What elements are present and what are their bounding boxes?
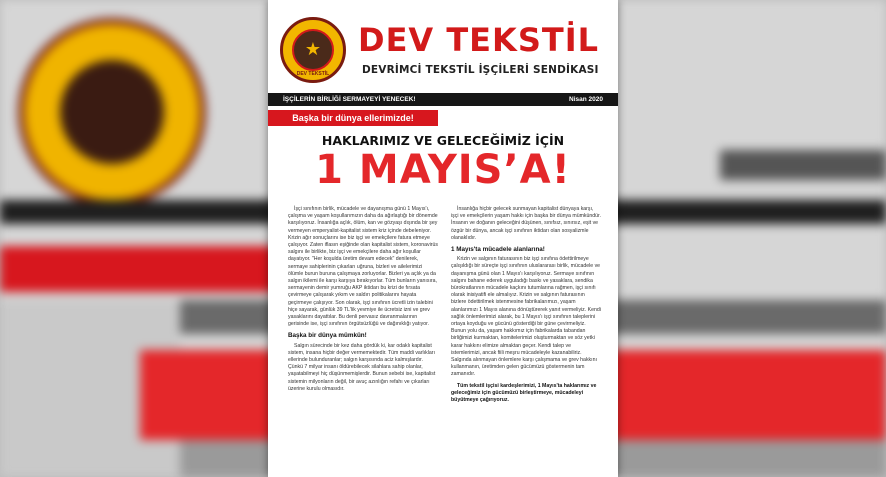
right-paragraph-1: İnsanlığa hiçbir gelecek sunmayan kapitalist dünyaya karşı, işçi ve emekçilerin yaşam hakkı için başka bir dünya mümkündür. İnsanın ve doğanın geleceğini düşünen, sınıfsız, sınırsız, eşit ve özgür bir dünya, ancak işçi sınıfının iktidarı olan sosyalizmle olanaklıdır. (451, 206, 601, 241)
right-column (451, 206, 601, 408)
headline-kicker: HAKLARIMIZ VE GELECEĞİMİZ İÇİN (321, 133, 565, 148)
union-seal-logo (280, 17, 346, 83)
left-paragraph-2: Salgın sürecinde bir kez daha gördük ki, kar odaklı kapitalist sistem, insana hiçbir değer vermemektedir. Tüm maddi varlıkları ellerinde bulunduranlar; salgın karşısında aciz kalmışlardır. Çünkü 7 milyar insanı öldürebilecek silahlara sahip olanlar, yaşatabilmeyi hiç düşünmemişlerdir. Bunun sebebi ise, kapitalist sistemin milyonların değil, bir avuç azınlığın refahı ve çıkarları üzerine kurulu olmasıdır. (288, 342, 436, 392)
top-bar (268, 93, 618, 106)
newsletter-page (268, 0, 618, 477)
right-subheading: 1 Mayıs'ta mücadele alanlarına! (451, 246, 545, 254)
right-paragraph-2: Krizin ve salgının faturasının biz işçi sınıfına ödettirilmeye çalışıldığı bir süreçte işçi sınıfının uluslararası birlik, mücadele ve dayanışma günü olan 1 Mayıs'ı karşılıyoruz. Sermaye sınıfının salgını bahane ederek uyguladığı baskı ve yasaklara, sendika bürokratlarının mücadele kaçkını tutumlarına rağmen, işçi sınıfı olarak inisiyatifi ele almalıyız. Krizin ve salgının faturasının bizlere ödettirilmek istenmesine fabrikalarımızı, yaşam alanlarımızı 1 Mayıs alanına dönüştürerek yanıt vermeliyiz. Kendi sağlık önlemlerimizi alarak, bu 1 Mayıs'ı işçi sınıfının taleplerini ortaya koyduğu ve gücünü gösterdiği bir güne çevirmeliyiz. Bunun yolu da, yaşam hakkımız için fabrikalarda tabandan birliğimizi kurmaktan, komitelerimizi oluşturmaktan ve söz yetki karar hakkını elimize almaktan geçer. Kendi talep ve istemlerimizi, ancak fiili meşru mücadeleyle kazanabiliriz. Salgında alınmayan önlemlere karşı çalışmama ve grev hakkını kullanmanın, üretimden gelen gücümüzü göstermenin tam zamanıdır. (451, 256, 601, 378)
bg-sendika-block (720, 150, 886, 180)
top-bar-slogan: İŞÇİLERİN BİRLİĞİ SERMAYEYİ YENECEK! (283, 96, 416, 103)
left-paragraph-1: İşçi sınıfının birlik, mücadele ve dayanışma günü 1 Mayıs'ı, çalışma ve yaşam koşullarımızın daha da ağırlaştığı bir dönemde karşılıyoruz. İnsanlığa açlık, ölüm, kan ve gözyaşı dışında bir şey vermeyen emperyalist-kapitalist sistem kriz içinde debeleniyor. Krizin ağır sonuçlarını ise biz işçi ve emekçilere fatura etmeye çalışıyor. Zaten iflasın eşiğinde olan kapitalist sistem, koronavirüs salgını ile birlikte, biz işçi ve emekçilere daha ağır koşullar dayatıyor. "Her koşulda üretim devam edecek" denilerek, sermaye sahiplerinin çıkarları uğruna, bizleri ve ailelerimizi ölümle burun buruna çalışmaya zorluyorlar. Bizleri ya açlık ya da salgın ikilemi ile karşı karşıya bırakıyorlar. Tüm bunların yanısıra, sermayenin demir yumruğu AKP iktidarı bu krizi de fırsata çevirmeye çalışarak yıkım ve saldırı politikalarını hayata geçirmeye çalışıyor. Son olarak, işçi sınıfının ücretli izin talebini hiçe sayarak, günlük 39 TL'lik yevmiye ile ücretsiz izni ve grev yasaklarını dayattılar. Bu denli pervasız davranmalarının gerisinde ise, işçi sınıfının örgütsüzlüğü ve dağınıklığı yatıyor. (288, 206, 438, 328)
masthead-title: DEV TEKSTİL (358, 21, 599, 59)
issue-date: Nisan 2020 (569, 96, 603, 103)
star-icon: ★ (304, 39, 322, 59)
bg-red-band (0, 246, 300, 292)
seal-ring (292, 29, 334, 71)
closing-call: Tüm tekstil işçisi kardeşlerimizi, 1 Mayıs'ta haklarımız ve geleceğimiz için gücümüzü birleştirmeye, mücadeleyi büyütmeye çağırıyoruz. (451, 382, 597, 404)
slogan-banner: Başka bir dünya ellerimizde! (268, 110, 438, 126)
headline-main: 1 MAYIS’A! (315, 147, 571, 193)
seal-text: DEV TEKSTİL (296, 71, 330, 77)
masthead-subtitle: DEVRİMCİ TEKSTİL İŞÇİLERİ SENDİKASI (362, 64, 599, 76)
bg-logo (18, 18, 206, 206)
left-column (288, 206, 438, 397)
left-subheading: Başka bir dünya mümkün! (288, 332, 367, 340)
